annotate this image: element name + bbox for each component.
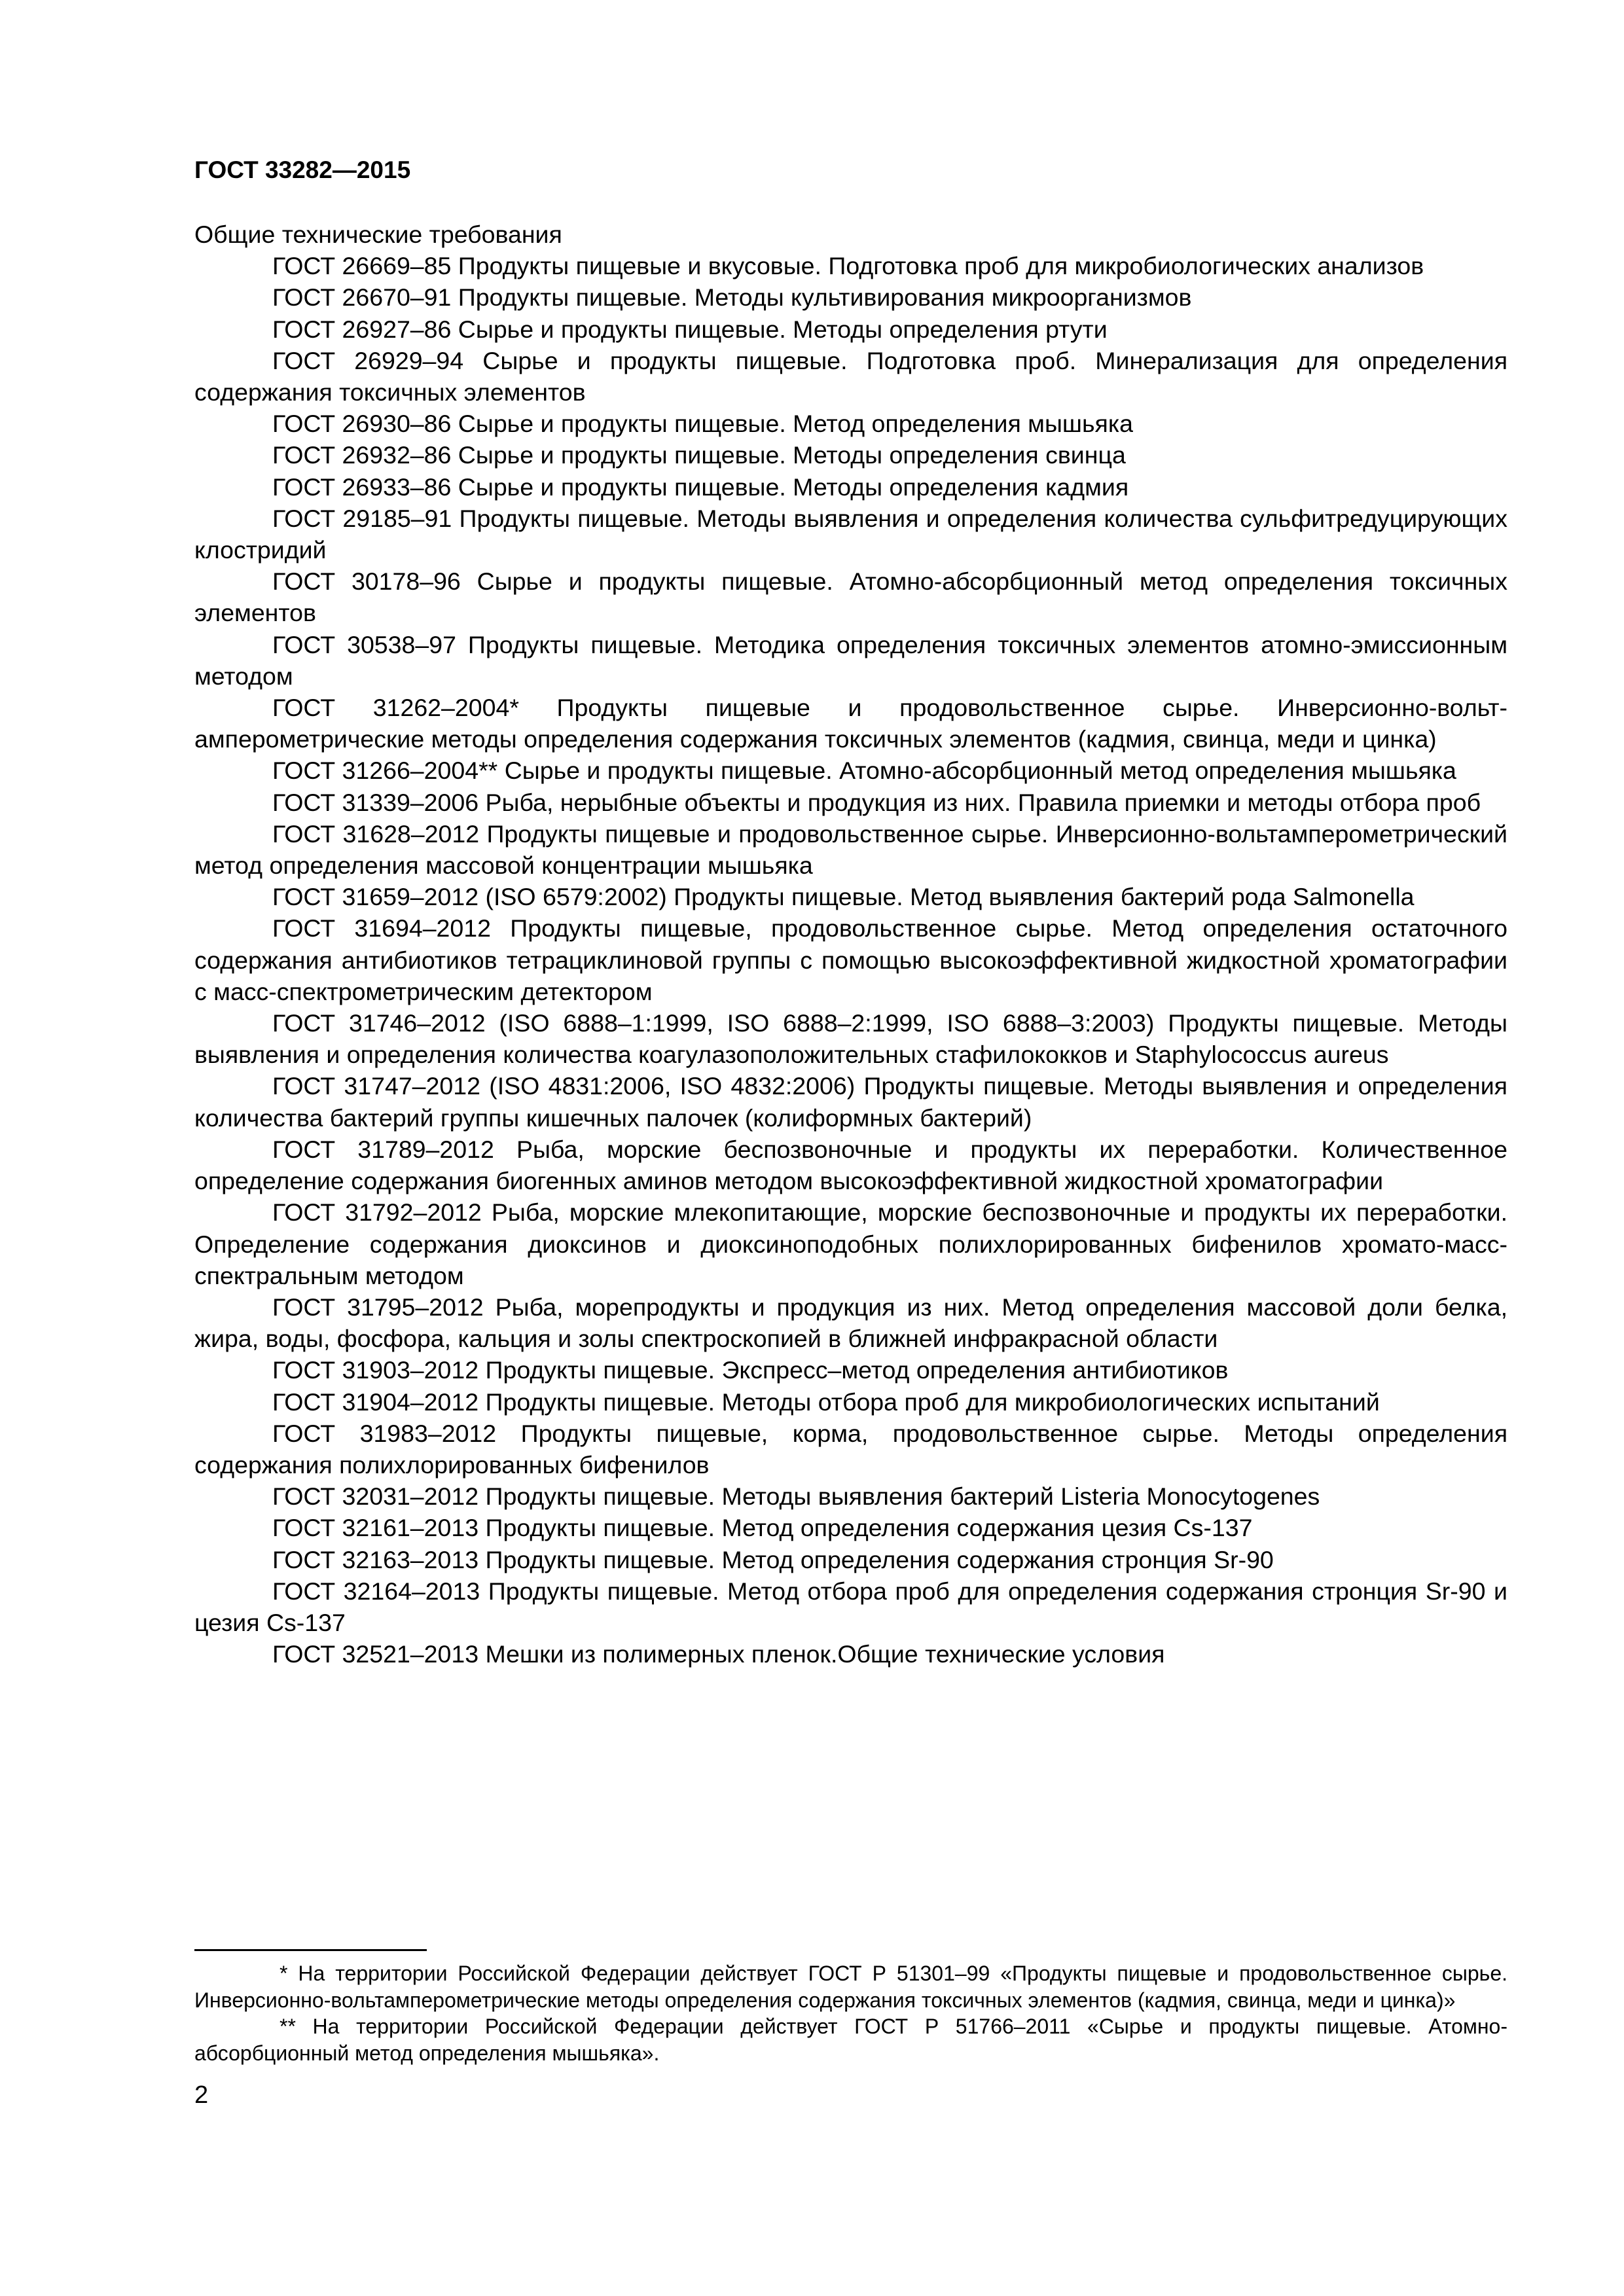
reference-item: ГОСТ 31266–2004** Сырье и продукты пищевые. Атомно-абсорбционный метод определения мышьяка: [272, 757, 1456, 785]
reference-item: ГОСТ 31746–2012 (ISO 6888–1:1999, ISO 6888–2:1999, ISO 6888–3:2003) Продукты пищевые. Методы выявления и определения количества коагулазоположительных стафилококков и Staphylococcus aureus: [194, 1009, 1507, 1069]
reference-item: ГОСТ 26929–94 Сырье и продукты пищевые. Подготовка проб. Минерализация для определения содержания токсичных элементов: [194, 346, 1507, 406]
reference-item: ГОСТ 30538–97 Продукты пищевые. Методика определения токсичных элементов атомно-эмиссионным методом: [194, 630, 1507, 690]
reference-item: ГОСТ 31983–2012 Продукты пищевые, корма, продовольственное сырье. Методы определения содержания полихлорированных бифенилов: [194, 1419, 1507, 1479]
reference-item: ГОСТ 31904–2012 Продукты пищевые. Методы отбора проб для микробиологических испытаний: [272, 1388, 1380, 1416]
reference-item: ГОСТ 31659–2012 (ISO 6579:2002) Продукты пищевые. Метод выявления бактерий рода Salmonella: [272, 883, 1415, 911]
normative-references: [194, 219, 1507, 1670]
reference-item: ГОСТ 26927–86 Сырье и продукты пищевые. Методы определения ртути: [272, 315, 1108, 343]
reference-item: ГОСТ 31795–2012 Рыба, морепродукты и продукция из них. Метод определения массовой доли белка, жира, воды, фосфора, кальция и золы спектроскопией в ближней инфракрасной области: [194, 1293, 1507, 1353]
reference-item: ГОСТ 26933–86 Сырье и продукты пищевые. Методы определения кадмия: [272, 473, 1129, 501]
reference-item: ГОСТ 31694–2012 Продукты пищевые, продовольственное сырье. Метод определения остаточного содержания антибиотиков тетрациклиновой группы с помощью высокоэффективной жидкостной хроматографии с масс-спектрометрическим детектором: [194, 914, 1507, 1005]
reference-item: ГОСТ 26670–91 Продукты пищевые. Методы культивирования микроорганизмов: [272, 283, 1192, 312]
footnote-separator: [194, 1949, 427, 1951]
reference-item: ГОСТ 26669–85 Продукты пищевые и вкусовые. Подготовка проб для микробиологических анализов: [272, 252, 1424, 280]
reference-item: ГОСТ 32163–2013 Продукты пищевые. Метод определения содержания стронция Sr-90: [272, 1545, 1274, 1573]
footnotes: [194, 1960, 1507, 2066]
reference-item: ГОСТ 31628–2012 Продукты пищевые и продовольственное сырье. Инверсионно-вольтамперометрический метод определения массовой концентрации мышьяка: [194, 819, 1507, 880]
reference-item: ГОСТ 30178–96 Сырье и продукты пищевые. Атомно-абсорбционный метод определения токсичных элементов: [194, 567, 1507, 627]
reference-item: ГОСТ 31339–2006 Рыба, нерыбные объекты и продукция из них. Правила приемки и методы отбора проб: [272, 788, 1481, 816]
reference-item: ГОСТ 31262–2004* Продукты пищевые и продовольственное сырье. Инверсионно-вольтамперометрические методы определения содержания токсичных элементов (кадмия, свинца, меди и цинка): [194, 694, 1507, 753]
reference-item: ГОСТ 32031–2012 Продукты пищевые. Методы выявления бактерий Listeria Monocytogenes: [272, 1482, 1320, 1511]
reference-item: ГОСТ 31747–2012 (ISO 4831:2006, ISO 4832:2006) Продукты пищевые. Методы выявления и определения количества бактерий группы кишечных палочек (колиформных бактерий): [194, 1072, 1507, 1132]
reference-item: ГОСТ 32161–2013 Продукты пищевые. Метод определения содержания цезия Cs-137: [272, 1514, 1253, 1542]
continuation-line: Общие технические требования: [194, 221, 562, 248]
reference-item: ГОСТ 26932–86 Сырье и продукты пищевые. Методы определения свинца: [272, 441, 1126, 469]
footnote-item: ** На территории Российской Федерации действует ГОСТ Р 51766–2011 «Сырье и продукты пищевые. Атомно-абсорбционный метод определения мышьяка».: [194, 2015, 1507, 2065]
reference-item: ГОСТ 32164–2013 Продукты пищевые. Метод отбора проб для определения содержания стронция Sr-90 и цезия Cs-137: [194, 1577, 1507, 1636]
reference-item: ГОСТ 32521–2013 Мешки из полимерных пленок.Общие технические условия: [272, 1640, 1165, 1668]
page-number: 2: [194, 2081, 209, 2109]
reference-item: ГОСТ 29185–91 Продукты пищевые. Методы выявления и определения количества сульфитредуцирующих клостридий: [194, 504, 1507, 564]
reference-item: ГОСТ 26930–86 Сырье и продукты пищевые. Метод определения мышьяка: [272, 410, 1133, 438]
reference-item: ГОСТ 31789–2012 Рыба, морские беспозвоночные и продукты их переработки. Количественное определение содержания биогенных аминов методом высокоэффективной жидкостной хроматографии: [194, 1135, 1507, 1195]
reference-item: ГОСТ 31903–2012 Продукты пищевые. Экспресс–метод определения антибиотиков: [272, 1356, 1229, 1384]
footnote-item: * На территории Российской Федерации действует ГОСТ Р 51301–99 «Продукты пищевые и продовольственное сырье. Инверсионно-вольтамперометрические методы определения содержания токсичных элементов (кадмия, свинца, меди и цинка)»: [194, 1962, 1507, 2012]
document-header: ГОСТ 33282—2015: [194, 156, 411, 183]
reference-item: ГОСТ 31792–2012 Рыба, морские млекопитающие, морские беспозвоночные и продукты их переработки. Определение содержания диоксинов и диоксиноподобных полихлорированных бифенилов хромато-масс-спектральным методом: [194, 1198, 1507, 1289]
